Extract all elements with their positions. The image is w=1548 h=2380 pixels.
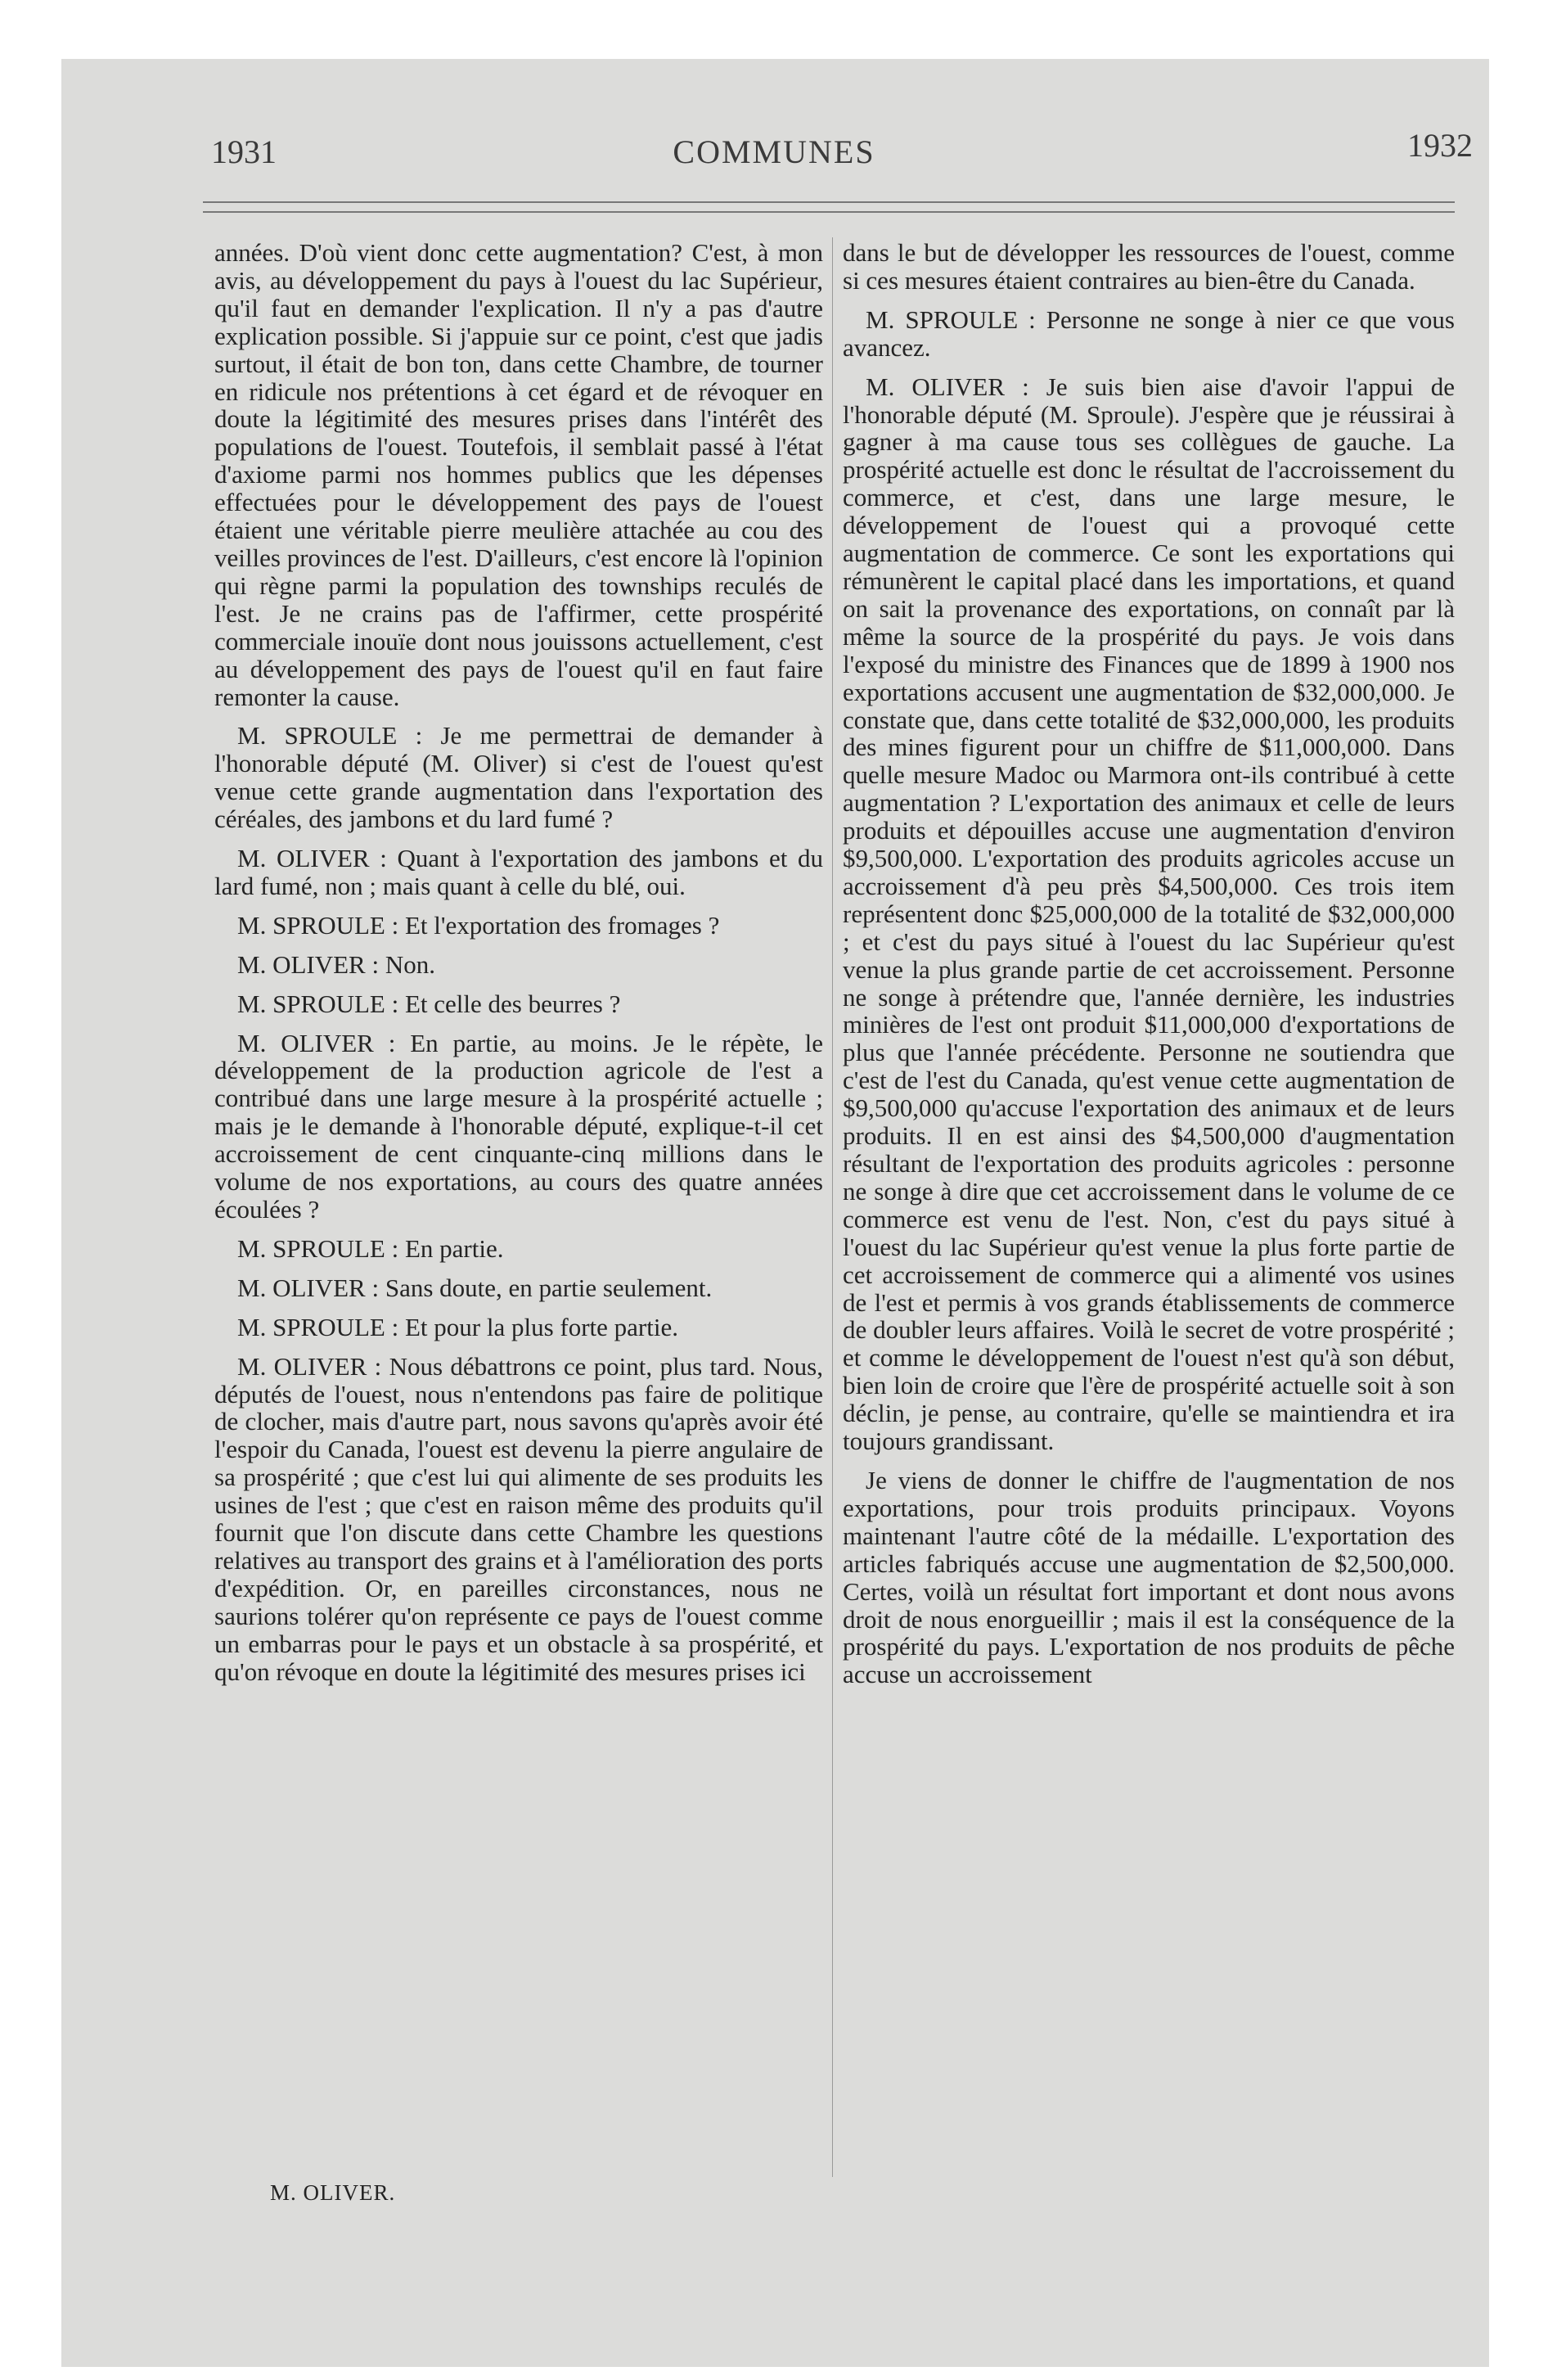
page-title: COMMUNES (673, 133, 875, 170)
paragraph: M. OLIVER : Sans doute, en partie seulement. (237, 1273, 713, 1302)
paragraph: M. SPROULE : En partie. (237, 1233, 504, 1263)
paragraph: dans le but de développer les ressources de l'ouest, comme si ces mesures étaient contraires au bien-être du Canada. (843, 238, 1455, 295)
paragraph: M. OLIVER : Non. (237, 949, 435, 979)
paragraph: M. SPROULE : Et l'exportation des fromages ? (237, 910, 720, 940)
paragraph: M. SPROULE : Personne ne songe à nier ce que vous avancez. (843, 304, 1455, 362)
column-divider (832, 237, 833, 2177)
paragraph: M. SPROULE : Et pour la plus forte partie. (237, 1312, 678, 1341)
page-number-left: 1931 (211, 133, 277, 170)
paragraph: M. SPROULE : Et celle des beurres ? (237, 989, 621, 1018)
paragraph: M. OLIVER : En partie, au moins. Je le répète, le développement de la production agricole de l'est a contribué dans une large mesure à la prospérité actuelle ; mais je le demande à l'honorable député, explique-t-il cet accroissement de cent cinquante-cinq millions dans le volume de nos exportations, au cours des quatre années écoulées ? (214, 1028, 823, 1224)
page-number-right: 1932 (1407, 127, 1473, 164)
paragraph: Je viens de donner le chiffre de l'augmentation de nos exportations, pour trois produits principaux. Voyons maintenant l'autre côté de la médaille. L'exportation des articles fabriqués accuse une augmentation de $2,500,000. Certes, voilà un résultat fort important et dont nous avons droit de nous enorgueillir ; mais il est la conséquence de la prospérité du pays. L'exportation de nos produits de pêche accuse un accroissement (843, 1465, 1455, 1689)
paragraph: M. OLIVER : Nous débattrons ce point, plus tard. Nous, députés de l'ouest, nous n'entendons pas faire de politique de clocher, mais d'autre part, nous savons qu'après avoir été l'espoir du Canada, l'ouest est devenu la pierre angulaire de sa prospérité ; que c'est lui qui alimente de ses produits les usines de l'est ; que c'est en raison même des produits qu'il fournit que l'on discute dans cette Chambre les questions relatives au transport des grains et à l'amélioration des ports d'expédition. Or, en pareilles circonstances, nous ne saurions tolérer qu'on représente ce pays de l'ouest comme un embarras pour le pays et un obstacle à sa prospérité, et qu'on révoque en doute la légitimité des mesures prises ici (214, 1351, 823, 1686)
paragraph: M. OLIVER : Je suis bien aise d'avoir l'appui de l'honorable député (M. Sproule). J'espère que je réussirai à gagner à ma cause tous ses collègues de gauche. La prospérité actuelle est donc le résultat de l'accroissement du commerce, et c'est, dans une large mesure, le développement de l'ouest qui a provoqué cette augmentation de commerce. Ce sont les exportations qui rémunèrent le capital placé dans les importations, et quand on sait la provenance des exportations, on connaît par là même la source de la prospérité du pays. Je vois dans l'exposé du ministre des Finances que de 1899 à 1900 nos exportations accusent une augmentation de $32,000,000. Je constate que, dans cette totalité de $32,000,000, les produits des mines figurent pour un chiffre de $11,000,000. Dans quelle mesure Madoc ou Marmora ont-ils contribué à cette augmentation ? L'exportation des animaux et celle de leurs produits et dépouilles accuse une augmentation d'environ $9,500,000. L'exportation des produits agricoles accuse un accroissement d'à peu près $4,500,000. Ces trois item représentent donc $25,000,000 de la totalité de $32,000,000 ; et c'est du pays situé à l'ouest du lac Supérieur qu'est venue la plus grande partie de cet accroissement. Personne ne songe à prétendre que, l'année dernière, les industries minières de l'est ont produit $11,000,000 d'exportations de plus que l'année précédente. Personne ne soutiendra que c'est de l'est du Canada, qu'est venue cette augmentation de $9,500,000 qu'accuse l'exportation des animaux et de leurs produits. Il en est ainsi des $4,500,000 d'augmentation résultant de l'exportation des produits agricoles : personne ne songe à dire que cet accroissement dans le volume de ce commerce est venu de l'est. Non, c'est du pays situé à l'ouest du lac Supérieur qu'est venue la plus forte partie de cet accroissement de commerce qui a alimenté vos usines de l'est et permis à vos grands établissements de commerce de doubler leurs affaires. Voilà le secret de votre prospérité ; et comme le développement de l'ouest n'est qu'à son début, bien loin de croire que l'ère de prospérité actuelle soit à son déclin, je pense, au contraire, qu'elle se maintiendra et ira toujours grandissant. (843, 372, 1455, 1456)
running-footer: M. OLIVER. (270, 2180, 396, 2205)
right-column (843, 239, 1455, 1700)
paragraph: années. D'où vient donc cette augmentation? C'est, à mon avis, au développement du pays à l'ouest du lac Supérieur, qu'il faut en demander l'explication. Il n'y a pas d'autre explication possible. Si j'appuie sur ce point, c'est que jadis surtout, il était de bon ton, dans cette Chambre, de tourner en ridicule nos prétentions à cet égard et de révoquer en doute la légitimité des mesures prises dans l'intérêt des populations de l'ouest. Toutefois, il semblait passé à l'état d'axiome parmi nos hommes publics que les dépenses effectuées pour le développement des pays de l'ouest étaient une véritable pierre meulière attachée au cou des veilles provinces de l'est. D'ailleurs, c'est encore là l'opinion qui règne parmi la population des townships reculés de l'est. Je ne crains pas de l'affirmer, cette prospérité commerciale inouïe dont nous jouissons actuellement, c'est au développement des pays de l'ouest qu'il en faut faire remonter la cause. (214, 238, 823, 711)
paragraph: M. OLIVER : Quant à l'exportation des jambons et du lard fumé, non ; mais quant à celle du blé, oui. (214, 844, 823, 900)
header-rule-bottom (203, 211, 1455, 213)
running-header (0, 127, 1548, 174)
header-rule-top (203, 201, 1455, 203)
left-column (214, 239, 823, 1697)
paragraph: M. SPROULE : Je me permettrai de demander à l'honorable député (M. Oliver) si c'est de l'ouest qu'est venue cette grande augmentation dans l'exportation des céréales, des jambons et du lard fumé ? (214, 721, 823, 834)
